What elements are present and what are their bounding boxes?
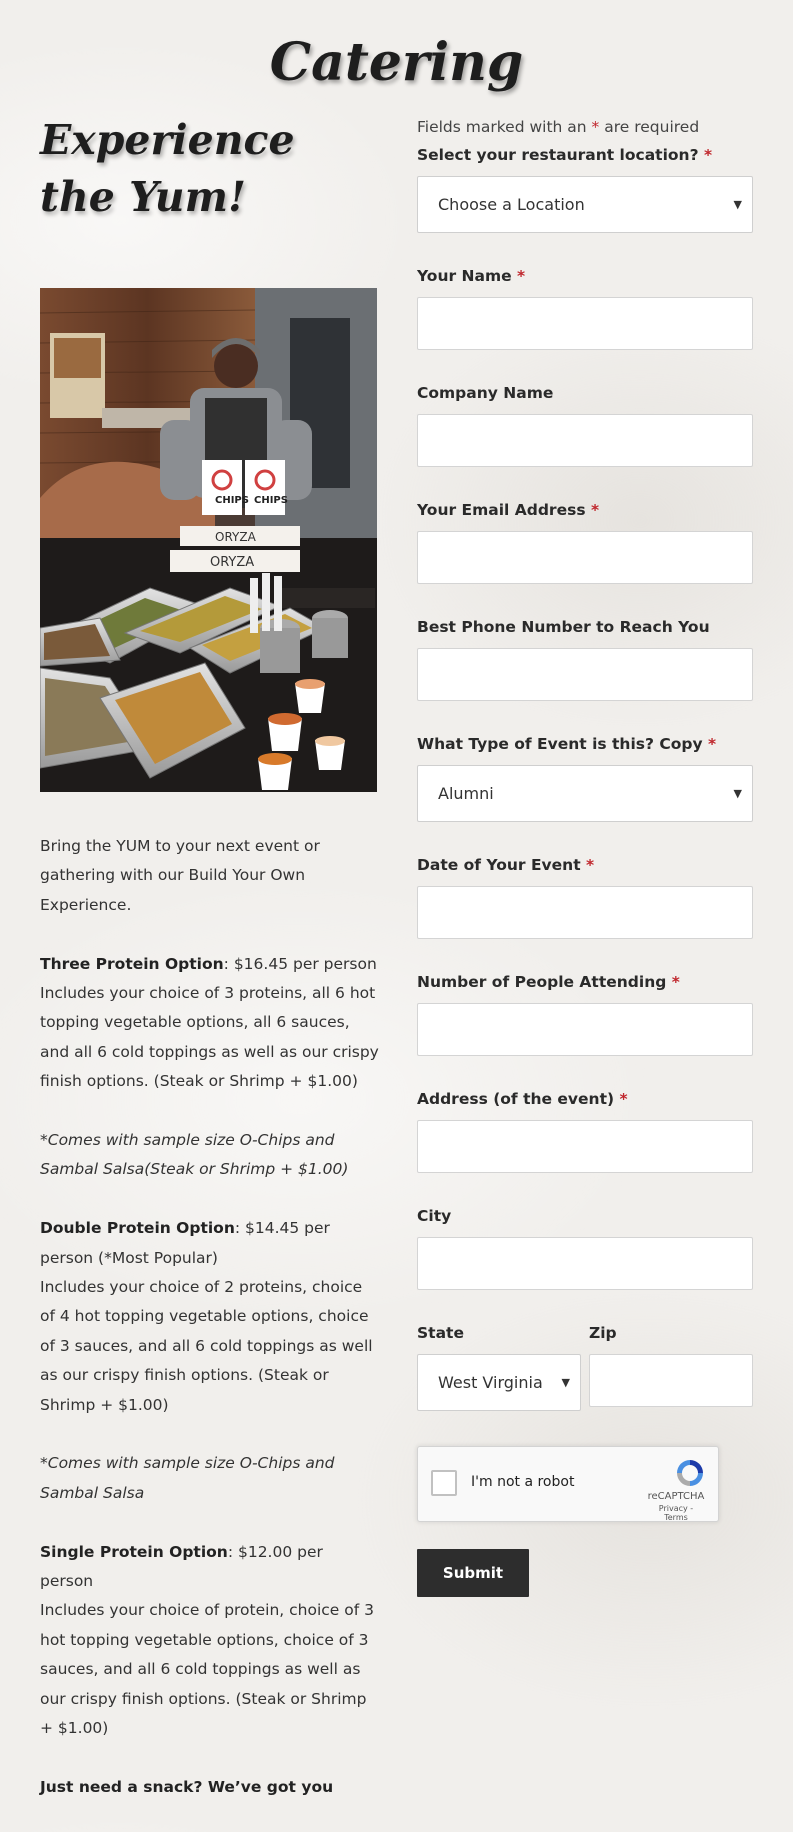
name-group <box>417 263 753 350</box>
company-input[interactable] <box>417 414 753 467</box>
chevron-down-icon: ▼ <box>733 787 742 800</box>
recaptcha-logo-icon <box>674 1457 706 1489</box>
state-label: State <box>417 1324 464 1342</box>
email-input[interactable] <box>417 531 753 584</box>
snack-heading-text: Just need a snack? We’ve got you <box>40 1777 334 1796</box>
catering-photo-illustration <box>40 288 377 792</box>
label-text: Your Email Address <box>417 501 591 519</box>
date-label <box>417 852 753 878</box>
required-star: * <box>591 118 600 136</box>
city-input[interactable] <box>417 1237 753 1290</box>
option-name: Three Protein Option <box>40 954 224 973</box>
state-group <box>417 1320 581 1411</box>
event-type-select[interactable] <box>417 765 753 822</box>
required-note-text: are required <box>599 118 700 136</box>
phone-group <box>417 614 753 701</box>
option-price: : $12.00 per person <box>40 1542 323 1591</box>
page-title: Catering <box>269 31 524 93</box>
option-description: Includes your choice of protein, choice of 3 hot topping vegetable options, choice of 3 sauces, and all 6 cold toppings as well as our crispy finish options. (Steak or Shrimp + $1.00) <box>40 1601 374 1738</box>
state-select[interactable] <box>417 1354 581 1411</box>
select-value: Choose a Location <box>438 195 585 214</box>
label-text: What Type of Event is this? Copy <box>417 735 708 753</box>
label-text: Your Name <box>417 267 518 285</box>
address-group <box>417 1086 753 1173</box>
option-description: Includes your choice of 3 proteins, all 6 hot topping vegetable options, all 6 sauces, and all 6 cold toppings as well as our crispy finish options. (Steak or Shrimp + $1.00) <box>40 984 379 1091</box>
required-star: * <box>671 973 680 991</box>
phone-input[interactable] <box>417 648 753 701</box>
zip-input[interactable] <box>589 1354 753 1407</box>
brand-label: ORYZA <box>210 555 255 570</box>
option-description: Includes your choice of 2 proteins, choice of 4 hot topping vegetable options, choice of 3 sauces, and all 6 cold toppings as well as our crispy finish options. (Steak or Shrimp + $1.00) <box>40 1278 373 1414</box>
name-label <box>417 263 753 289</box>
three-protein-option <box>40 950 380 1097</box>
brand-label: ORYZA <box>215 530 256 544</box>
hero-heading: Experience the Yum! <box>40 116 295 221</box>
catering-form <box>417 112 753 1392</box>
required-star: * <box>590 501 600 519</box>
single-protein-option <box>40 1538 380 1744</box>
zip-group <box>589 1320 753 1407</box>
required-star: * <box>708 735 717 753</box>
chevron-down-icon: ▼ <box>561 1376 570 1389</box>
event-type-group <box>417 731 753 822</box>
date-group <box>417 852 753 939</box>
required-star: * <box>586 856 595 874</box>
company-label: Company Name <box>417 384 554 402</box>
people-input[interactable] <box>417 1003 753 1056</box>
people-group <box>417 969 753 1056</box>
intro-text: Bring the YUM to your next event or gathering with our Build Your Own Experience. <box>40 837 320 914</box>
select-value: West Virginia <box>438 1373 543 1392</box>
people-label <box>417 969 753 995</box>
chips-label: CHIPS <box>254 495 288 506</box>
label-text: Number of People Attending <box>417 973 672 991</box>
label-text: Address (of the event) <box>417 1090 620 1108</box>
address-input[interactable] <box>417 1120 753 1173</box>
zip-label: Zip <box>589 1324 617 1342</box>
required-star: * <box>703 146 713 164</box>
label-text: Select your restaurant location? <box>417 146 704 164</box>
email-group <box>417 497 753 584</box>
location-select[interactable] <box>417 176 753 233</box>
chevron-down-icon: ▼ <box>733 198 742 211</box>
option-price: : $16.45 per person <box>223 954 377 973</box>
three-protein-note: *Comes with sample size O-Chips and Sambal Salsa(Steak or Shrimp + $1.00) <box>40 1131 349 1179</box>
required-note <box>417 112 753 142</box>
double-protein-note: *Comes with sample size O-Chips and Sambal Salsa <box>40 1454 335 1502</box>
hero-section <box>40 112 378 226</box>
option-name: Single Protein Option <box>40 1542 228 1561</box>
label-text: Date of Your Event <box>417 856 587 874</box>
submit-button[interactable]: Submit <box>417 1549 529 1597</box>
city-group <box>417 1203 753 1290</box>
recaptcha-label: I'm not a robot <box>471 1474 575 1490</box>
recaptcha-checkbox[interactable] <box>431 1470 457 1496</box>
location-group <box>417 142 753 233</box>
event-type-label <box>417 731 753 757</box>
option-name: Double Protein Option <box>40 1219 235 1238</box>
location-label <box>417 142 753 168</box>
company-group <box>417 380 753 467</box>
required-star: * <box>517 267 526 285</box>
city-label: City <box>417 1207 452 1225</box>
recaptcha-links[interactable]: Privacy - Terms <box>658 1504 694 1522</box>
option-price: : $14.45 per person (*Most Popular) <box>40 1219 330 1267</box>
double-protein-option <box>40 1214 380 1420</box>
recaptcha-widget <box>417 1446 719 1522</box>
chips-label: CHIPS <box>215 495 249 506</box>
snack-heading <box>40 1773 380 1802</box>
date-input[interactable] <box>417 886 753 939</box>
recaptcha-brand: reCAPTCHA <box>647 1491 705 1502</box>
address-label <box>417 1086 753 1112</box>
menu-description <box>40 832 380 1832</box>
phone-label: Best Phone Number to Reach You <box>417 618 710 636</box>
catering-photo <box>40 288 377 792</box>
name-input[interactable] <box>417 297 753 350</box>
select-value: Alumni <box>438 784 494 803</box>
required-note-text: Fields marked with an <box>417 118 592 136</box>
required-star: * <box>619 1090 628 1108</box>
email-label <box>417 497 753 523</box>
